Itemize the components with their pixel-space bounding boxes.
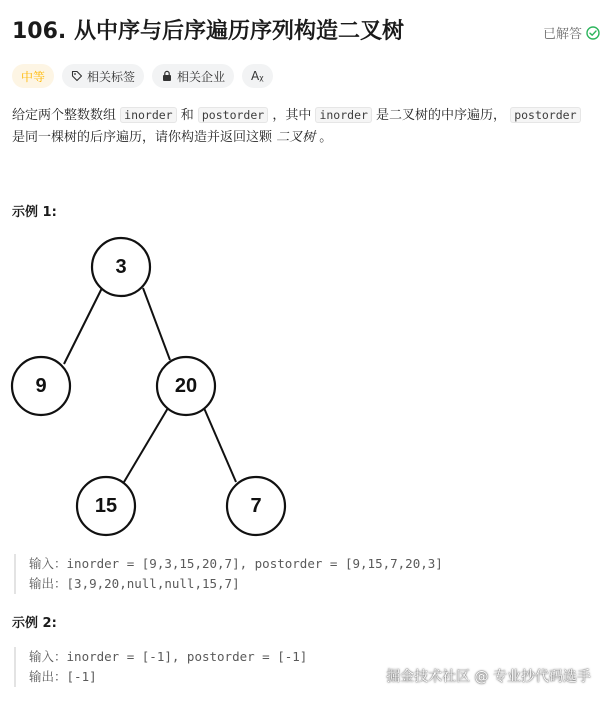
example-1-input — [29, 554, 443, 574]
example-2-block — [14, 647, 307, 687]
check-circle-icon — [586, 26, 600, 40]
example-1-title: 示例 1: — [12, 205, 57, 220]
tag-icon — [71, 70, 83, 82]
desc-text: 给定两个整数数组 — [12, 108, 121, 123]
solved-label: 已解答 — [542, 27, 582, 42]
desc-text: 和 — [176, 108, 198, 123]
tree-edge — [124, 408, 168, 482]
tree-node-label: 7 — [250, 495, 262, 517]
desc-text: 是二叉树的中序遍历， — [371, 108, 511, 123]
problem-description — [12, 104, 604, 149]
related-companies-button[interactable] — [152, 64, 234, 88]
tree-node-label: 20 — [174, 375, 198, 397]
tree-node-label: 9 — [35, 375, 47, 397]
translate-button[interactable] — [242, 64, 273, 88]
code-inorder: inorder — [120, 107, 176, 123]
input-label: 输入： — [29, 649, 67, 664]
desc-text: 是同一棵树的后序遍历，请你构造并返回这颗 — [12, 130, 277, 145]
translate-icon: Aᵪ — [251, 69, 264, 83]
example-1-block — [14, 554, 443, 594]
tree-edge — [143, 288, 170, 360]
output-value: [3,9,20,null,null,15,7] — [66, 576, 240, 591]
output-label: 输出： — [29, 669, 67, 684]
example-2-input — [29, 647, 307, 667]
tree-node-label: 15 — [94, 495, 118, 517]
desc-text: 。 — [315, 130, 333, 145]
watermark: 掘金技术社区 @ 专业抄代码选手 — [386, 669, 591, 685]
lock-icon — [161, 70, 173, 82]
example-1-output — [29, 574, 443, 594]
related-tags-button[interactable] — [62, 64, 144, 88]
desc-emphasis: 二叉树 — [276, 130, 316, 145]
solved-status — [543, 23, 600, 42]
binary-tree-diagram — [0, 232, 300, 542]
input-value: inorder = [9,3,15,20,7], postorder = [9,15,7,20,3] — [66, 556, 443, 571]
code-postorder: postorder — [198, 107, 268, 123]
related-tags-label: 相关标签 — [87, 69, 136, 84]
tree-edge — [64, 288, 102, 364]
output-value: [-1] — [66, 669, 97, 684]
difficulty-badge — [12, 64, 54, 88]
output-label: 输出： — [29, 576, 67, 591]
input-value: inorder = [-1], postorder = [-1] — [66, 649, 308, 664]
desc-text: ，其中 — [268, 108, 316, 123]
code-postorder: postorder — [510, 107, 580, 123]
problem-title: 106. 从中序与后序遍历序列构造二叉树 — [12, 19, 404, 44]
example-2-output — [29, 667, 307, 687]
header — [12, 14, 600, 50]
tree-node-label: 3 — [115, 256, 127, 278]
code-inorder: inorder — [315, 107, 371, 123]
example-2-title: 示例 2: — [12, 616, 57, 631]
input-label: 输入： — [29, 556, 67, 571]
difficulty-label: 中等 — [21, 69, 46, 84]
tag-bar — [12, 64, 273, 88]
tree-edge — [204, 408, 236, 482]
related-companies-label: 相关企业 — [177, 69, 226, 84]
